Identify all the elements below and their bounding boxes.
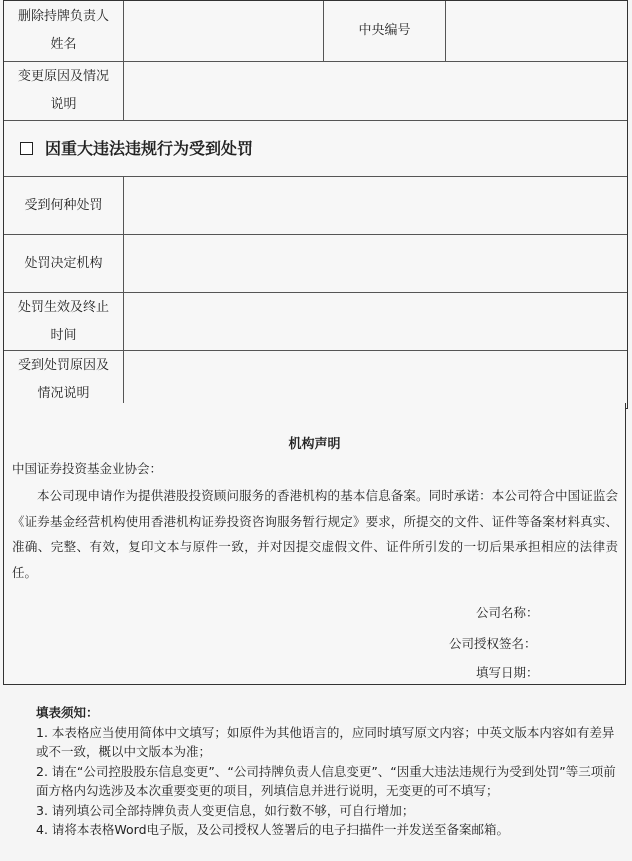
central-number-input[interactable]	[446, 1, 627, 61]
penalty-reason-input[interactable]	[124, 351, 627, 408]
company-name-label: 公司名称：	[476, 605, 539, 620]
penalty-reason-label: 受到处罚原因及 情况说明	[4, 351, 124, 408]
instruction-item: 3. 请列填公司全部持牌负责人变更信息，如行数不够，可自行增加；	[36, 802, 415, 818]
table-row	[4, 235, 627, 293]
table-row	[4, 62, 627, 121]
penalty-section-header	[4, 121, 627, 176]
table-row	[4, 293, 627, 351]
penalty-authority-label: 处罚决定机构	[4, 235, 124, 292]
instruction-item: 1. 本表格应当使用简体中文填写；如原件为其他语言的，应同时填写原文内容；中英文版本内容如有差异或不一致，概以中文版本为准；	[36, 724, 615, 759]
table-row	[4, 121, 627, 177]
instructions-title: 填表须知：	[36, 705, 99, 720]
penalty-period-label: 处罚生效及终止 时间	[4, 293, 124, 350]
instruction-item: 4. 请将本表格Word电子版，及公司授权人签署后的电子扫描件一并发送至备案邮箱。	[36, 822, 510, 837]
instruction-item: 2. 请在“公司控股股东信息变更”、“公司持牌负责人信息变更”、“因重大违法违规行为受到处罚”等三项前面方格内勾选涉及本次重要变更的项目，列填信息并进行说明，无变更的可不填写；	[36, 763, 616, 798]
penalty-type-label: 受到何种处罚	[4, 177, 124, 234]
change-reason-input[interactable]	[124, 62, 627, 120]
change-reason-label: 变更原因及情况 说明	[4, 62, 124, 120]
penalty-period-input[interactable]	[124, 293, 627, 350]
table-row	[4, 177, 627, 235]
table-row	[4, 1, 627, 62]
penalty-type-input[interactable]	[124, 177, 627, 234]
filling-instructions	[8, 703, 626, 840]
removed-person-name-input[interactable]	[124, 1, 324, 61]
fill-date-label: 填写日期：	[476, 665, 539, 680]
declaration-body: 本公司现申请作为提供港股投资顾问服务的香港机构的基本信息备案。同时承诺：本公司符合中国证监会《证券基金经营机构使用香港机构证券投资咨询服务暂行规定》要求，所提交的文件、证件等备案材料真实、准确、完整、有效，复印文本与原件一致，并对因提交虚假文件、证件所引发的一切后果承担相应的法律责任。	[12, 488, 618, 580]
penalty-checkbox[interactable]	[20, 142, 33, 155]
removed-person-name-label: 删除持牌负责人 姓名	[4, 1, 124, 61]
declaration-recipient: 中国证券投资基金业协会：	[12, 461, 163, 476]
authorized-signature-label: 公司授权签名：	[449, 636, 537, 651]
institution-declaration	[3, 403, 626, 685]
change-form-table	[3, 0, 628, 409]
central-number-label: 中央编号	[324, 1, 446, 61]
penalty-authority-input[interactable]	[124, 235, 627, 292]
table-row	[4, 351, 627, 408]
penalty-section-label: 因重大违法违规行为受到处罚	[45, 138, 254, 158]
declaration-title: 机构声明	[288, 437, 341, 452]
